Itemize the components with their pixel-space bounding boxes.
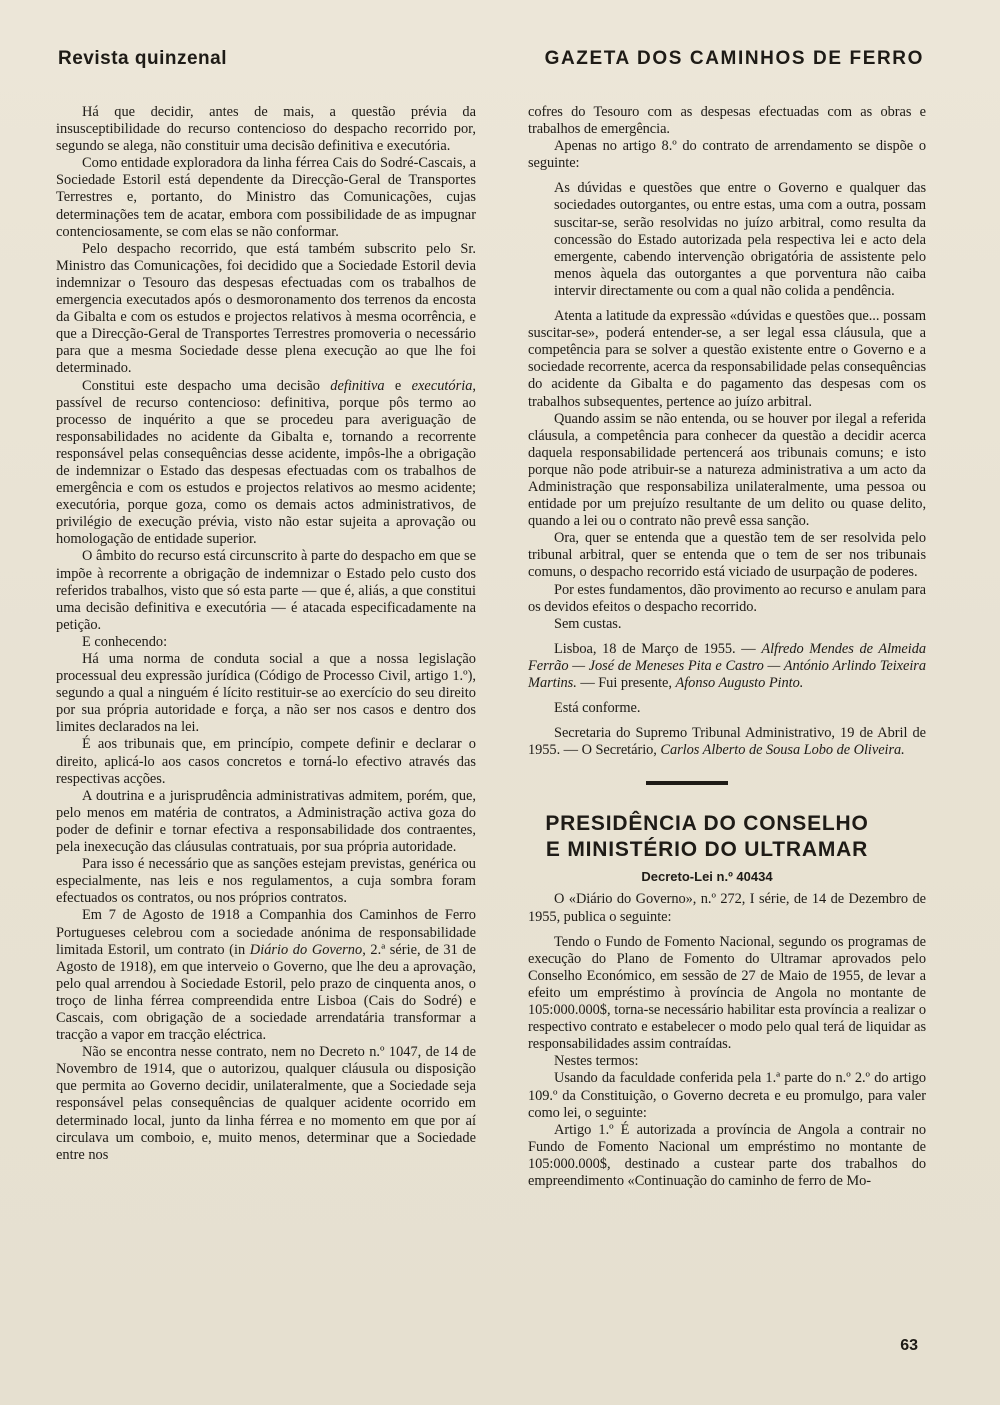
signature-mid: — Fui presente,	[580, 675, 672, 691]
paragraph: Não se encontra nesse contrato, nem no Decreto n.º 1047, de 14 de Novembro de 1914, que o autorizou, qualquer cláusula ou disposição que permita ao Governo decidir, unilateralmente, que a Sociedade seja responsável pelas consequências de qualquer acidente ocorrido em determinado local, junto da linha férrea e no momento em que por aí circulava um comboio, e, muito menos, determinar que a Sociedade entre nos	[56, 1044, 476, 1163]
paragraph: Há uma norma de conduta social a que a nossa legislação processual deu expressão jurídica (Código de Processo Civil, artigo 1.º), segundo a qual a ninguém é lícito restituir-se ao exercício do seu direito por sua própria autoridade e força, a não ser nos casos e dentro dos limites declarados na lei.	[56, 651, 476, 736]
paragraph-contract: Em 7 de Agosto de 1918 a Companhia dos Caminhos de Ferro Portugueses celebrou com a sociedade anónima de responsabilidade limitada Estoril, um contrato (in Diário do Governo, 2.ª série, de 31 de Agosto de 1918), em que interveio o Governo, que lhe deu a aprovação, pelo qual arrendou à Sociedade Estoril, pelo prazo de cinquenta anos, o troço de linha férrea compreendida entre Lisboa (Cais do Sodré) e Cascais, com obrigação de a sociedade arrendatária transformar a tracção a vapor em tracção eléctrica.	[56, 907, 477, 1044]
page-number: 63	[900, 1337, 918, 1354]
quote-text: As dúvidas e questões que entre o Governo e qualquer das sociedades outorgantes, ou entre estas, uma com a outra, possam suscitar-se, serão resolvidas no juízo arbitral, como resulta da concessão do Estado autorizada pela respectiva lei e acto dela emergente, cabendo intervenção obrigatória de assistente pelo menos àquela das outorgantes a que porventura não caiba intervir directamente ou com a qual não colida a pendência.	[554, 180, 926, 299]
paragraph: Como entidade exploradora da linha férrea Cais do Sodré-Cascais, a Sociedade Estoril está dependente da Direcção-Geral de Transportes Terrestres e, portanto, do Ministro das Comunicações, cujas determinações tem de acatar, embora com possibilidade de as impugnar contenciosamente, se com elas se não conformar.	[56, 155, 476, 240]
section-title	[508, 811, 906, 863]
paragraph: Sem custas.	[554, 615, 622, 632]
paragraph: Nestes termos:	[554, 1053, 639, 1070]
paragraph: Artigo 1.º É autorizada a província de Angola a contrair no Fundo de Fomento Nacional um empréstimo no montante de 105:000.000$, destinado a custear parte dos trabalhos do empreendimento «Continuação do caminho de ferro de Mo-	[528, 1121, 926, 1189]
paragraph-continuation: cofres do Tesouro com as despesas efectuadas com as obras e trabalhos de emergência.	[528, 104, 926, 138]
paragraph: Pelo despacho recorrido, que está também subscrito pelo Sr. Ministro das Comunicações, foi decidido que a Sociedade Estoril devia indemnizar o Tesouro das despesas efectuadas com os trabalhos de emergencia executados após o desmoronamento dos terrenos da encosta da Gibalta e com os estudos e projectos relativos à mesma ocorrência, e que a Direcção-Geral de Transportes Terrestres promoveria o necessário para que a mesma Sociedade desse plena execução ao que lhe foi determinado.	[56, 240, 476, 377]
section-title-line-2: E MINISTÉRIO DO ULTRAMAR	[545, 838, 869, 862]
paragraph: E conhecendo:	[82, 633, 168, 650]
paragraph: O âmbito do recurso está circunscrito à parte do despacho em que se impõe à recorrente a obrigação de indemnizar o Estado pelo custo dos referidos trabalhos, visto que só esta parte — que é, aliás, a que constitui uma decisão definitiva e executória — é atacada especificadamente na petição.	[56, 548, 476, 633]
paragraph: Apenas no artigo 8.º do contrato de arrendamento se dispõe o seguinte:	[528, 138, 926, 172]
paragraph: Ora, quer se entenda que a questão tem de ser resolvida pelo tribunal arbitral, quer se entenda que o tem de ser nos tribunais comuns, o despacho recorrido está viciado de usurpação de poderes.	[528, 530, 926, 581]
paragraph: Atenta a latitude da expressão «dúvidas e questões que... possam suscitar-se», poderá entender-se, a ser legal essa cláusula, que a competência para se solver a questão existente entre o Governo e a sociedade recorrente, acerca da responsabilidade pelas consequências do acidente da Gibalta e do pagamento das despesas com os trabalhos subsequentes, pertence ao juízo arbitral.	[528, 308, 926, 410]
conforme-line: Está conforme.	[554, 700, 641, 717]
secretaria-lead: Secretaria do Supremo Tribunal Administrativo, 19 de Abril de 1955. — O Secretário,	[528, 725, 926, 759]
paragraph: Há que decidir, antes de mais, a questão prévia da insusceptibilidade do recurso contencioso do despacho recorrido por, segundo se alega, não constituir uma decisão definitiva e executória.	[56, 104, 476, 155]
signature-paragraph	[528, 641, 926, 692]
paragraph-definitiva: Constitui este despacho uma decisão definitiva e executória, passível de recurso contencioso: definitiva, porque pôs termo ao processo de inquérito a que se procedeu para averiguação de responsabilidades no acidente da Gibalta e, tornando a recorrente responsável pelas consequências desse acidente, impôs-lhe a obrigação de indemnizar o Estado das despesas efectuadas com os trabalhos de emergência e com os estudos e projectos relativos ao mesmo acidente; executória, porque goza, como os demais actos administrativos, de privilégio de execução prévia, visto não estar sujeita a aprovação ou homologação de entidade superior.	[56, 377, 477, 548]
secretaria-paragraph	[528, 725, 926, 759]
paragraph: O «Diário do Governo», n.º 272, I série, de 14 de Dezembro de 1955, publica o seguinte:	[528, 891, 926, 925]
section-title-line-1: PRESIDÊNCIA DO CONSELHO	[545, 812, 869, 836]
paragraph: A doutrina e a jurisprudência administrativas admitem, porém, que, pelo menos em matéria de contratos, a Administração activa goza do poder de definir e tornar efectiva a responsabilidade dos contraentes, pela inexecução das cláusulas contratuais, por sua própria autoridade.	[56, 787, 476, 856]
left-column	[56, 104, 476, 1164]
paragraph: Por estes fundamentos, dão provimento ao recurso e anulam para os devidos efeitos o despacho recorrido.	[528, 581, 926, 615]
contract-quote	[554, 180, 926, 300]
secretary-name: Carlos Alberto de Sousa Lobo de Oliveira.	[660, 742, 905, 759]
right-column	[528, 104, 926, 1190]
signature-judges: Alfredo Mendes de Almeida Ferrão — José de Meneses Pita e Castro — António Arlindo Teixeira Martins.	[528, 640, 926, 691]
signature-lead: Lisboa, 18 de Março de 1955. —	[554, 640, 756, 657]
paragraph: Para isso é necessário que as sanções estejam previstas, genérica ou especialmente, nas leis e nos regulamentos, a cuja sombra foram efectuados os contratos, ou nos próprios contratos.	[56, 856, 476, 907]
paragraph: É aos tribunais que, em princípio, compete definir e declarar o direito, aplicá-lo aos casos concretos e torná-lo efectivo através das respectivas acções.	[56, 736, 476, 787]
paragraph: Tendo o Fundo de Fomento Nacional, segundo os programas de execução do Plano de Fomento do Ultramar aprovados pelo Conselho Económico, em sessão de 27 de Maio de 1955, de levar a efeito um empréstimo à província de Angola no montante de 105:000.000$, torna-se necessário habilitar esta província a realizar o respectivo contrato e estabelecer o modo pelo qual terá de liquidar as responsabilidades assim contraídas.	[528, 933, 926, 1053]
paragraph: Usando da faculdade conferida pela 1.ª parte do n.º 2.º do artigo 109.º da Constituição, o Governo decreta e eu promulgo, para valer como lei, o seguinte:	[528, 1070, 926, 1121]
running-header-left: Revista quinzenal	[58, 48, 227, 69]
decree-heading: Decreto-Lei n.º 40434	[641, 869, 773, 885]
signature-prosecutor: Afonso Augusto Pinto.	[675, 675, 804, 691]
section-divider	[646, 781, 728, 785]
running-header-right: GAZETA DOS CAMINHOS DE FERRO	[544, 48, 924, 69]
paragraph: Quando assim se não entenda, ou se houver por ilegal a referida cláusula, a competência para conhecer da questão a decidir acerca daquela responsabilidade pertencerá aos tribunais comuns; e isto porque não pode atribuir-se a natureza administrativa a um acto da Administração que responsabiliza unilateralmente, uma pessoa ou entidade por um prejuízo resultante de um delito ou quase delito, quando a lei ou o contrato não prevê essa sanção.	[528, 410, 926, 530]
